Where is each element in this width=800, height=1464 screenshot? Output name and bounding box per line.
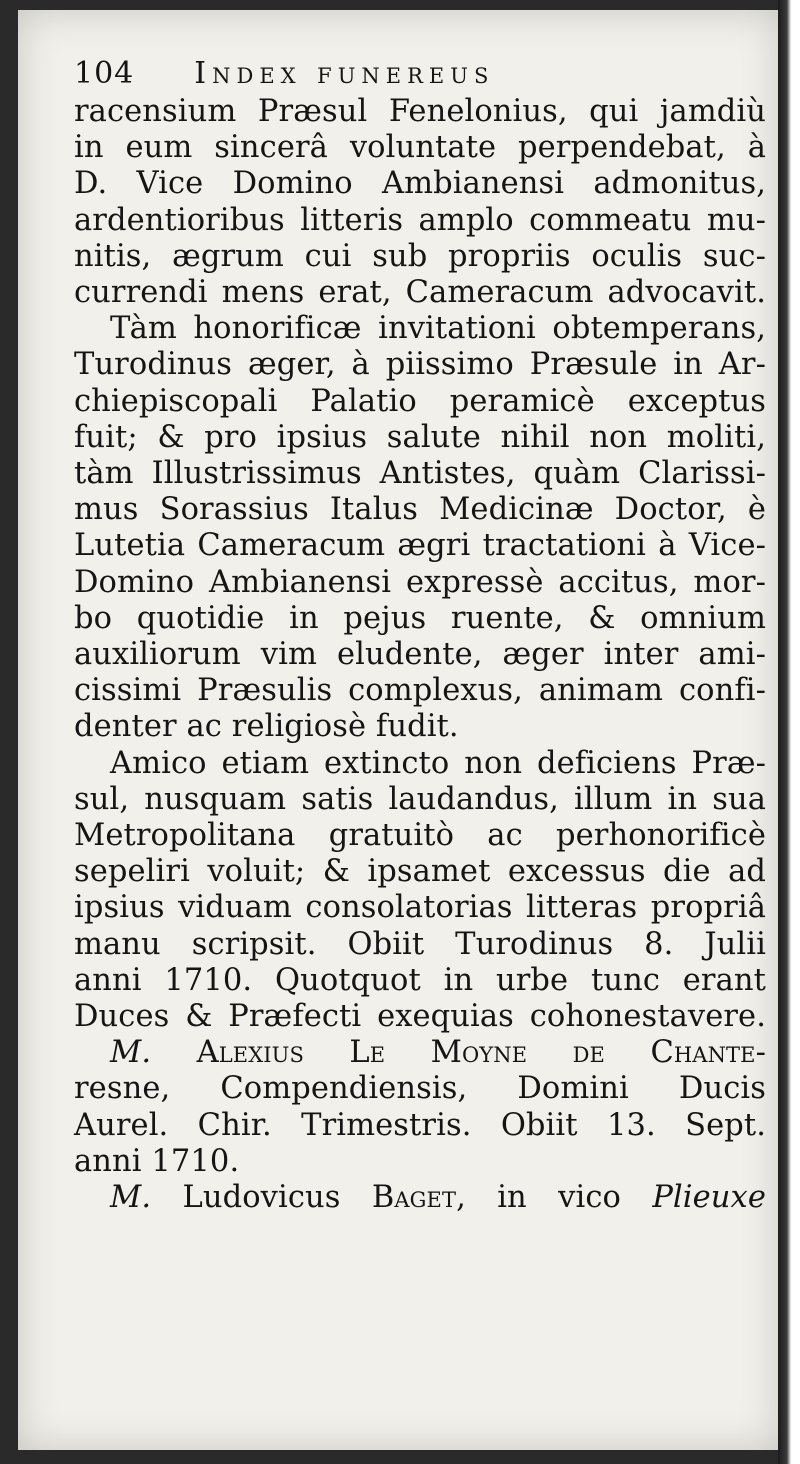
text-line: sul, nusquam satis laudandus, illum in sua [74, 781, 766, 817]
paragraph-3 [74, 746, 766, 1036]
running-head: Index funereus [194, 56, 495, 91]
text-line: mus Sorassius Italus Medicinæ Doctor, è [74, 492, 766, 528]
text-line: ipsius viduam consolatorias litteras propriâ [74, 890, 766, 926]
text-line: Domino Ambianensi expressè accitus, mor- [74, 564, 766, 600]
text-line: D. Vice Domino Ambianensi admonitus, [74, 166, 766, 202]
text-line: tàm Illustrissimus Antistes, quàm Clarissi- [74, 456, 766, 492]
text-line: Amico etiam extincto non deficiens Præ- [110, 745, 766, 781]
text-line: anni 1710. [74, 1143, 240, 1179]
text-line: racensium Præsul Fenelonius, qui jamdiù [74, 94, 766, 129]
entry-place: Plieuxe [652, 1180, 766, 1216]
text-line: Metropolitana gratuitò ac perhonorificè [74, 818, 766, 854]
text-line [74, 1035, 766, 1071]
entry-surname: Baget [371, 1180, 457, 1216]
obituary-entry-baget [74, 1180, 766, 1216]
text-line: in eum sincerâ voluntate perpendebat, à [74, 130, 766, 166]
obituary-entry-le-moyne [74, 1035, 766, 1180]
page-number: 104 [74, 56, 135, 91]
entry-title-abbrev: M. [110, 1035, 152, 1071]
book-page [18, 10, 780, 1450]
text-line: currendi mens erat, Cameracum advocavit. [74, 275, 766, 311]
text-line: Duces & Præfecti exequias cohonestavere. [74, 999, 766, 1035]
paragraph-2 [74, 311, 766, 745]
text-line: resne, Compendiensis, Domini Ducis [74, 1071, 766, 1107]
entry-first-name: Ludovicus [182, 1180, 341, 1216]
entry-location-prefix: , in vico [456, 1180, 621, 1216]
text-line: manu scripsit. Obiit Turodinus 8. Julii [74, 926, 766, 962]
text-line [74, 1180, 766, 1216]
text-line: fuit; & pro ipsius salute nihil non moliti, [74, 419, 766, 455]
text-line: Lutetia Cameracum ægri tractationi à Vice- [74, 528, 766, 564]
page-header [74, 56, 766, 92]
text-line: sepeliri voluit; & ipsamet excessus die ad [74, 854, 766, 890]
text-line: denter ac religiosè fudit. [74, 709, 459, 745]
entry-title-abbrev: M. [110, 1180, 152, 1216]
text-line: Aurel. Chir. Trimestris. Obiit 13. Sept. [74, 1107, 766, 1143]
entry-name: Alexius Le Moyne de Chante- [196, 1035, 766, 1071]
text-line: Turodinus æger, à piissimo Præsule in Ar- [74, 347, 766, 383]
text-line: cissimi Præsulis complexus, animam confi- [74, 673, 766, 709]
text-line: nitis, ægrum cui sub propriis oculis suc- [74, 238, 766, 274]
page-text [74, 56, 766, 1216]
text-line: auxiliorum vim eludente, æger inter ami- [74, 637, 766, 673]
paragraph-1 [74, 94, 766, 311]
text-line: bo quotidie in pejus ruente, & omnium [74, 600, 766, 636]
text-line: Tàm honorificæ invitationi obtemperans, [110, 311, 766, 347]
text-line: ardentioribus litteris amplo commeatu mu- [74, 202, 766, 238]
page-edge-shadow [778, 0, 800, 1464]
text-line: anni 1710. Quotquot in urbe tunc erant [74, 962, 766, 998]
text-line: chiepiscopali Palatio peramicè exceptus [74, 383, 766, 419]
